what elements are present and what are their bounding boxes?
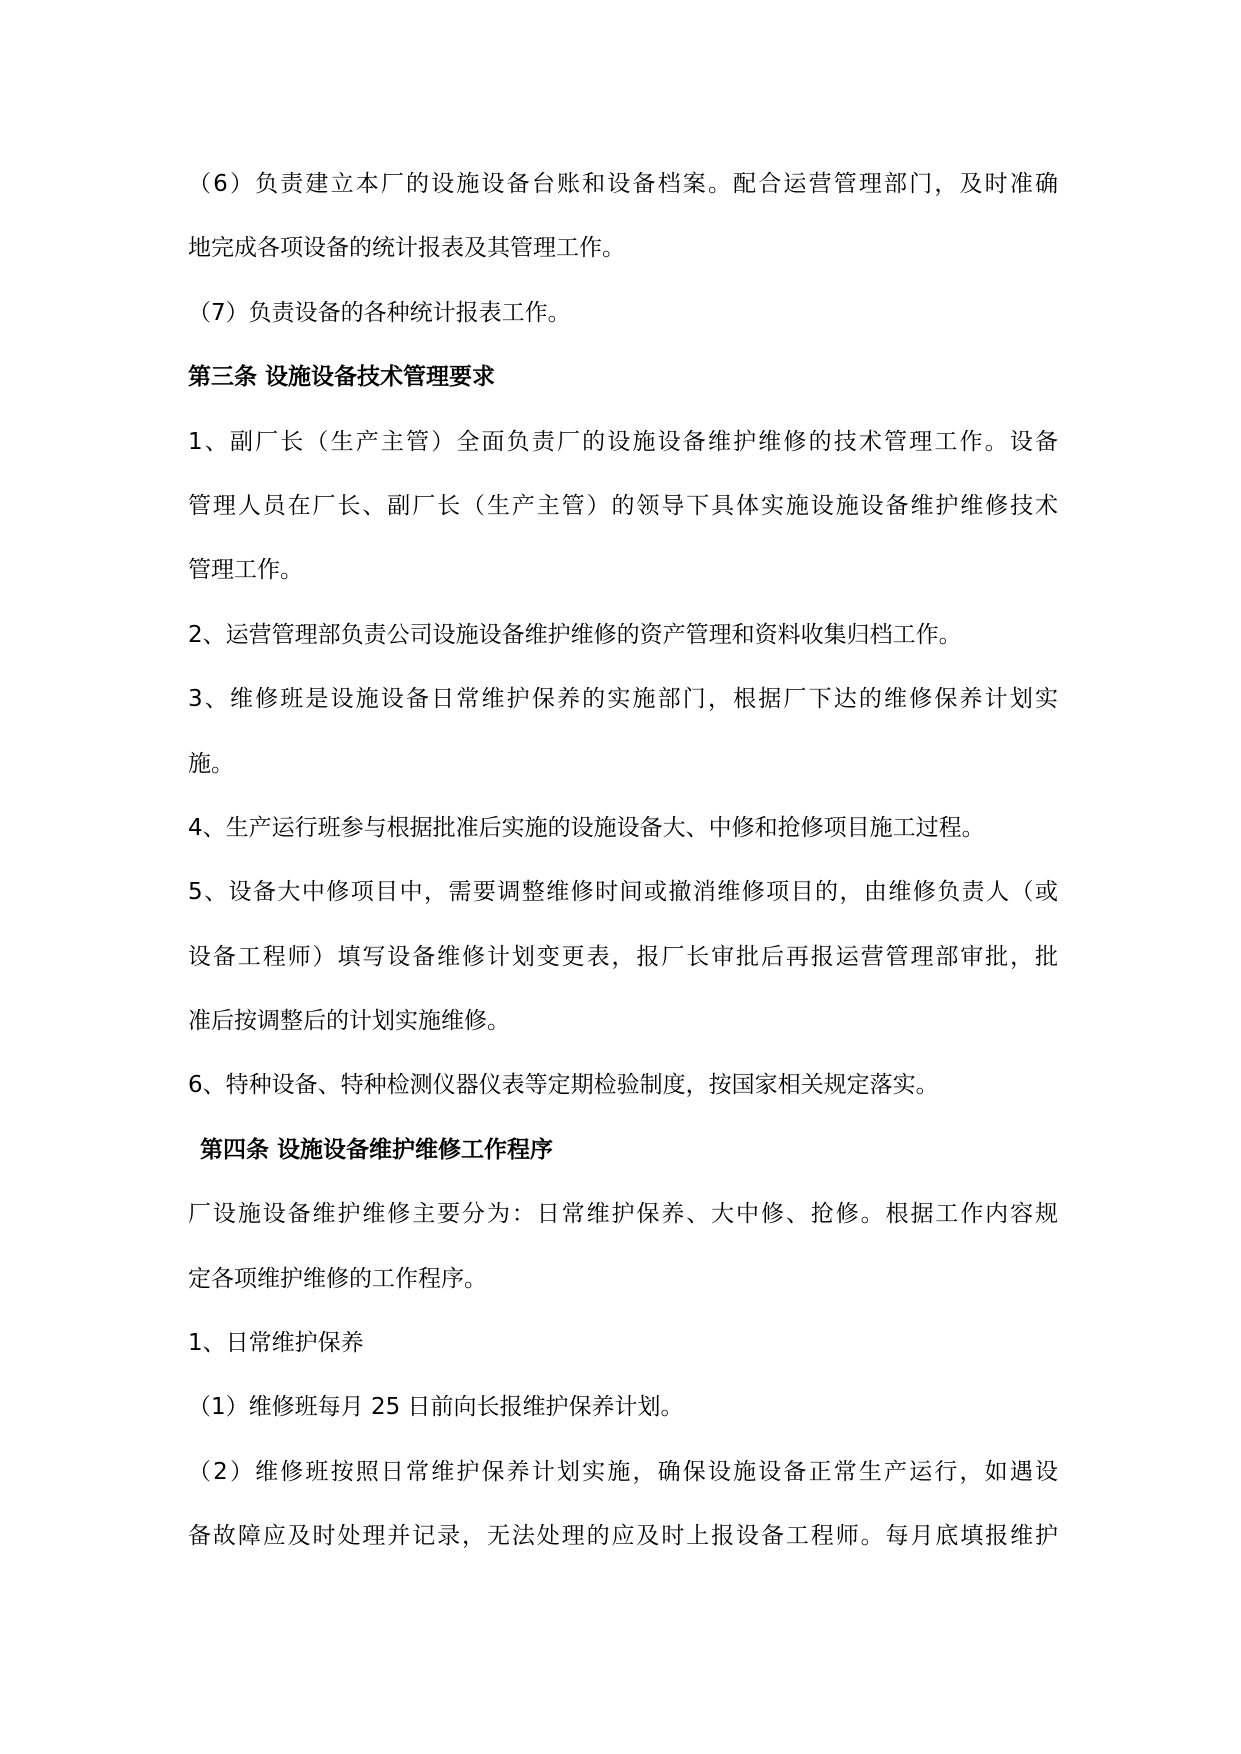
paragraph-line: 厂设施设备维护维修主要分为：日常维护保养、大中修、抢修。根据工作内容规 [188, 1201, 1058, 1228]
paragraph-line: （1）维修班每月 25 日前向长报维护保养计划。 [188, 1394, 684, 1421]
paragraph-line: 3、维修班是设施设备日常维护保养的实施部门，根据厂下达的维修保养计划实 [188, 686, 1058, 713]
paragraph-line: （6）负责建立本厂的设施设备台账和设备档案。配合运营管理部门，及时准确 [188, 171, 1058, 197]
paragraph-line: 5、设备大中修项目中，需要调整维修时间或撤消维修项目的，由维修负责人（或 [188, 879, 1058, 906]
paragraph-line: 设备工程师）填写设备维修计划变更表，报厂长审批后再报运营管理部审批，批 [188, 943, 1058, 970]
paragraph-line: 1、副厂长（生产主管）全面负责厂的设施设备维护维修的技术管理工作。设备 [188, 428, 1058, 455]
paragraph-line: 准后按调整后的计划实施维修。 [188, 1008, 510, 1035]
paragraph-line: 施。 [188, 750, 234, 777]
paragraph-line: 地完成各项设备的统计报表及其管理工作。 [188, 235, 625, 262]
section-heading: 第四条 设施设备维护维修工作程序 [200, 1136, 554, 1163]
paragraph-line: （7）负责设备的各种统计报表工作。 [188, 299, 571, 326]
document-body [188, 152, 1058, 1569]
paragraph-line: 管理工作。 [188, 557, 303, 584]
paragraph-line: 4、生产运行班参与根据批准后实施的设施设备大、中修和抢修项目施工过程。 [188, 814, 985, 841]
paragraph-line: 管理人员在厂长、副厂长（生产主管）的领导下具体实施设施设备维护维修技术 [188, 492, 1058, 519]
paragraph-line: 定各项维护维修的工作程序。 [188, 1265, 487, 1292]
paragraph-line: 2、运营管理部负责公司设施设备维护维修的资产管理和资料收集归档工作。 [188, 621, 962, 648]
paragraph-line: 备故障应及时处理并记录，无法处理的应及时上报设备工程师。每月底填报维护 [188, 1523, 1058, 1550]
paragraph-line: （2）维修班按照日常维护保养计划实施，确保设施设备正常生产运行，如遇设 [188, 1458, 1058, 1485]
section-heading: 第三条 设施设备技术管理要求 [188, 364, 496, 391]
paragraph-line: 1、日常维护保养 [188, 1330, 364, 1357]
paragraph-line: 6、特种设备、特种检测仪器仪表等定期检验制度，按国家相关规定落实。 [188, 1072, 939, 1099]
